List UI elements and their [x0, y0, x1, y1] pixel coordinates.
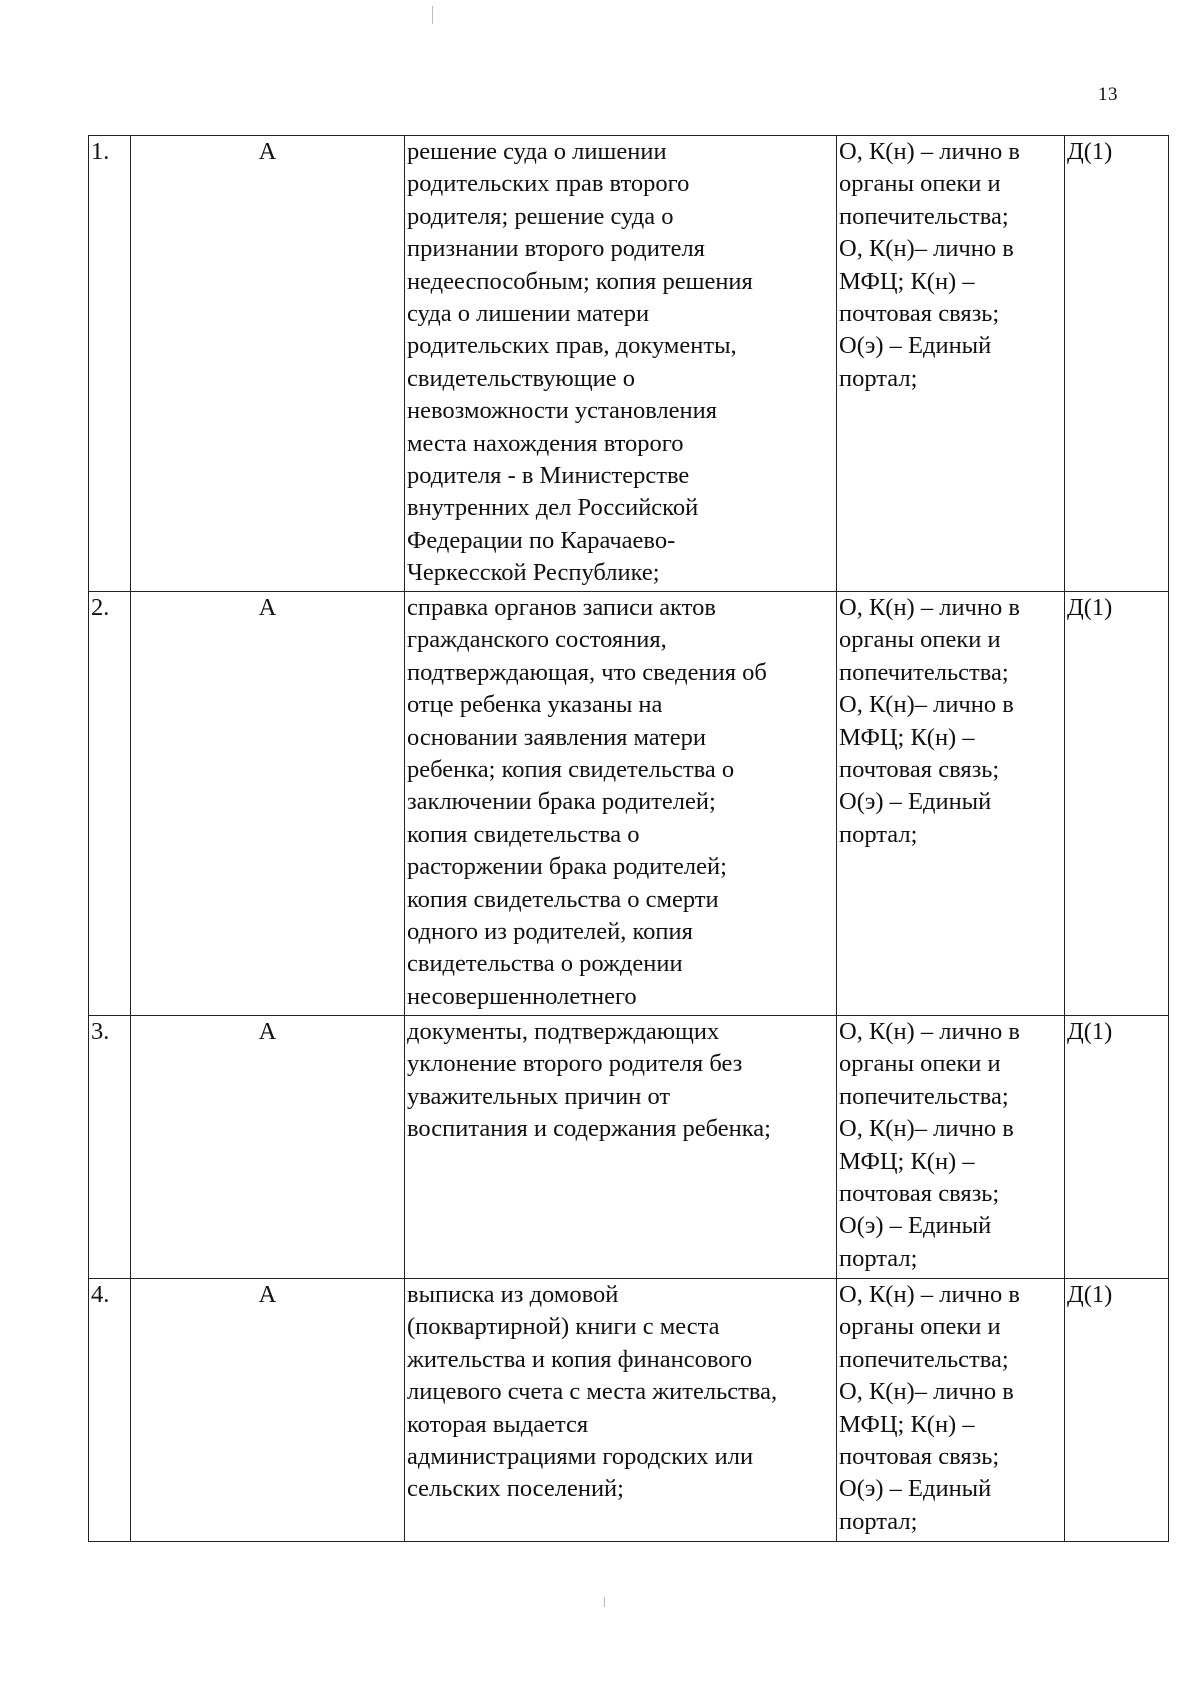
- submission-line: О, К(н)– лично в: [839, 1115, 1014, 1143]
- submission-line: МФЦ; К(н) –: [839, 1410, 975, 1438]
- document-line: родителя; решение суда о: [407, 202, 674, 230]
- document-code: Д(1): [1065, 1279, 1169, 1542]
- document-code: Д(1): [1065, 1016, 1169, 1279]
- document-line: подтверждающая, что сведения об: [407, 658, 767, 686]
- document-code: Д(1): [1065, 592, 1169, 1016]
- submission-method: [837, 1016, 1065, 1279]
- submission-line: органы опеки и: [839, 626, 1001, 654]
- documents-table: [88, 135, 1169, 1542]
- submission-line: портал;: [839, 820, 918, 848]
- submission-line: О, К(н) – лично в: [839, 138, 1020, 165]
- document-line: Черкесской Республике;: [407, 559, 660, 587]
- submission-method: [837, 1279, 1065, 1542]
- document-line: родительских прав второго: [407, 170, 690, 198]
- document-code: Д(1): [1065, 136, 1169, 592]
- document-line: (поквартирной) книги с места: [407, 1313, 720, 1341]
- row-number: 4.: [89, 1279, 131, 1542]
- document-line: выписка из домовой: [407, 1281, 619, 1308]
- submission-line: попечительства;: [839, 202, 1009, 230]
- submission-line: органы опеки и: [839, 1313, 1001, 1341]
- document-description: [405, 592, 837, 1016]
- document-line: расторжении брака родителей;: [407, 853, 727, 881]
- document-line: которая выдается: [407, 1410, 589, 1438]
- submission-line: МФЦ; К(н) –: [839, 1147, 975, 1175]
- submission-line: попечительства;: [839, 1345, 1009, 1373]
- document-line: лицевого счета с места жительства,: [407, 1378, 778, 1406]
- document-line: недееспособным; копия решения: [407, 267, 753, 295]
- scan-mark-top: [432, 6, 433, 24]
- row-category: А: [131, 136, 405, 592]
- document-description: [405, 1016, 837, 1279]
- row-number: 1.: [89, 136, 131, 592]
- page-number: 13: [1098, 84, 1118, 105]
- document-line: администрациями городских или: [407, 1443, 754, 1471]
- row-number: 3.: [89, 1016, 131, 1279]
- submission-line: О, К(н)– лично в: [839, 691, 1014, 719]
- submission-line: попечительства;: [839, 1082, 1009, 1110]
- document-line: гражданского состояния,: [407, 626, 667, 654]
- document-line: признании второго родителя: [407, 235, 705, 263]
- submission-line: почтовая связь;: [839, 300, 1000, 328]
- document-line: решение суда о лишении: [407, 138, 667, 165]
- submission-line: органы опеки и: [839, 1050, 1001, 1078]
- document-line: места нахождения второго: [407, 429, 684, 457]
- submission-line: попечительства;: [839, 658, 1009, 686]
- document-line: сельских поселений;: [407, 1475, 624, 1503]
- document-line: воспитания и содержания ребенка;: [407, 1115, 771, 1143]
- document-description: [405, 1279, 837, 1542]
- document-line: родительских прав, документы,: [407, 332, 737, 360]
- submission-line: портал;: [839, 1507, 918, 1535]
- document-line: одного из родителей, копия: [407, 918, 693, 946]
- document-line: родителя - в Министерстве: [407, 462, 690, 490]
- row-category: А: [131, 592, 405, 1016]
- document-description: [405, 136, 837, 592]
- document-line: отце ребенка указаны на: [407, 691, 663, 719]
- submission-line: почтовая связь;: [839, 1180, 1000, 1208]
- row-number: 2.: [89, 592, 131, 1016]
- document-line: копия свидетельства о смерти: [407, 885, 719, 913]
- documents-table-body: [89, 136, 1169, 1542]
- submission-line: О, К(н)– лично в: [839, 1378, 1014, 1406]
- document-line: уклонение второго родителя без: [407, 1050, 743, 1078]
- table-row: [89, 592, 1169, 1016]
- document-line: документы, подтверждающих: [407, 1018, 720, 1045]
- table-row: [89, 1279, 1169, 1542]
- submission-line: МФЦ; К(н) –: [839, 267, 975, 295]
- submission-line: О, К(н)– лично в: [839, 235, 1014, 263]
- submission-line: О, К(н) – лично в: [839, 1018, 1020, 1045]
- document-line: ребенка; копия свидетельства о: [407, 756, 735, 784]
- document-line: заключении брака родителей;: [407, 788, 716, 816]
- submission-line: О(э) – Единый: [839, 1475, 992, 1503]
- table-row: [89, 136, 1169, 592]
- document-line: свидетельствующие о: [407, 364, 635, 392]
- submission-line: МФЦ; К(н) –: [839, 723, 975, 751]
- submission-line: О(э) – Единый: [839, 788, 992, 816]
- scan-mark-bottom: [604, 1597, 605, 1607]
- submission-line: портал;: [839, 364, 918, 392]
- submission-line: О, К(н) – лично в: [839, 594, 1020, 621]
- submission-method: [837, 136, 1065, 592]
- document-line: невозможности установления: [407, 397, 718, 425]
- submission-line: О(э) – Единый: [839, 332, 992, 360]
- document-line: уважительных причин от: [407, 1082, 671, 1110]
- submission-line: О(э) – Единый: [839, 1212, 992, 1240]
- submission-line: О, К(н) – лично в: [839, 1281, 1020, 1308]
- document-line: жительства и копия финансового: [407, 1345, 753, 1373]
- document-line: основании заявления матери: [407, 723, 706, 751]
- row-category: А: [131, 1279, 405, 1542]
- row-category: А: [131, 1016, 405, 1279]
- table-row: [89, 1016, 1169, 1279]
- document-line: свидетельства о рождении: [407, 950, 683, 978]
- submission-method: [837, 592, 1065, 1016]
- submission-line: почтовая связь;: [839, 756, 1000, 784]
- document-line: Федерации по Карачаево-: [407, 526, 676, 554]
- submission-line: органы опеки и: [839, 170, 1001, 198]
- document-line: несовершеннолетнего: [407, 982, 637, 1010]
- submission-line: почтовая связь;: [839, 1443, 1000, 1471]
- submission-line: портал;: [839, 1244, 918, 1272]
- document-line: суда о лишении матери: [407, 300, 650, 328]
- document-line: внутренних дел Российской: [407, 494, 699, 522]
- document-line: справка органов записи актов: [407, 594, 716, 621]
- document-line: копия свидетельства о: [407, 820, 640, 848]
